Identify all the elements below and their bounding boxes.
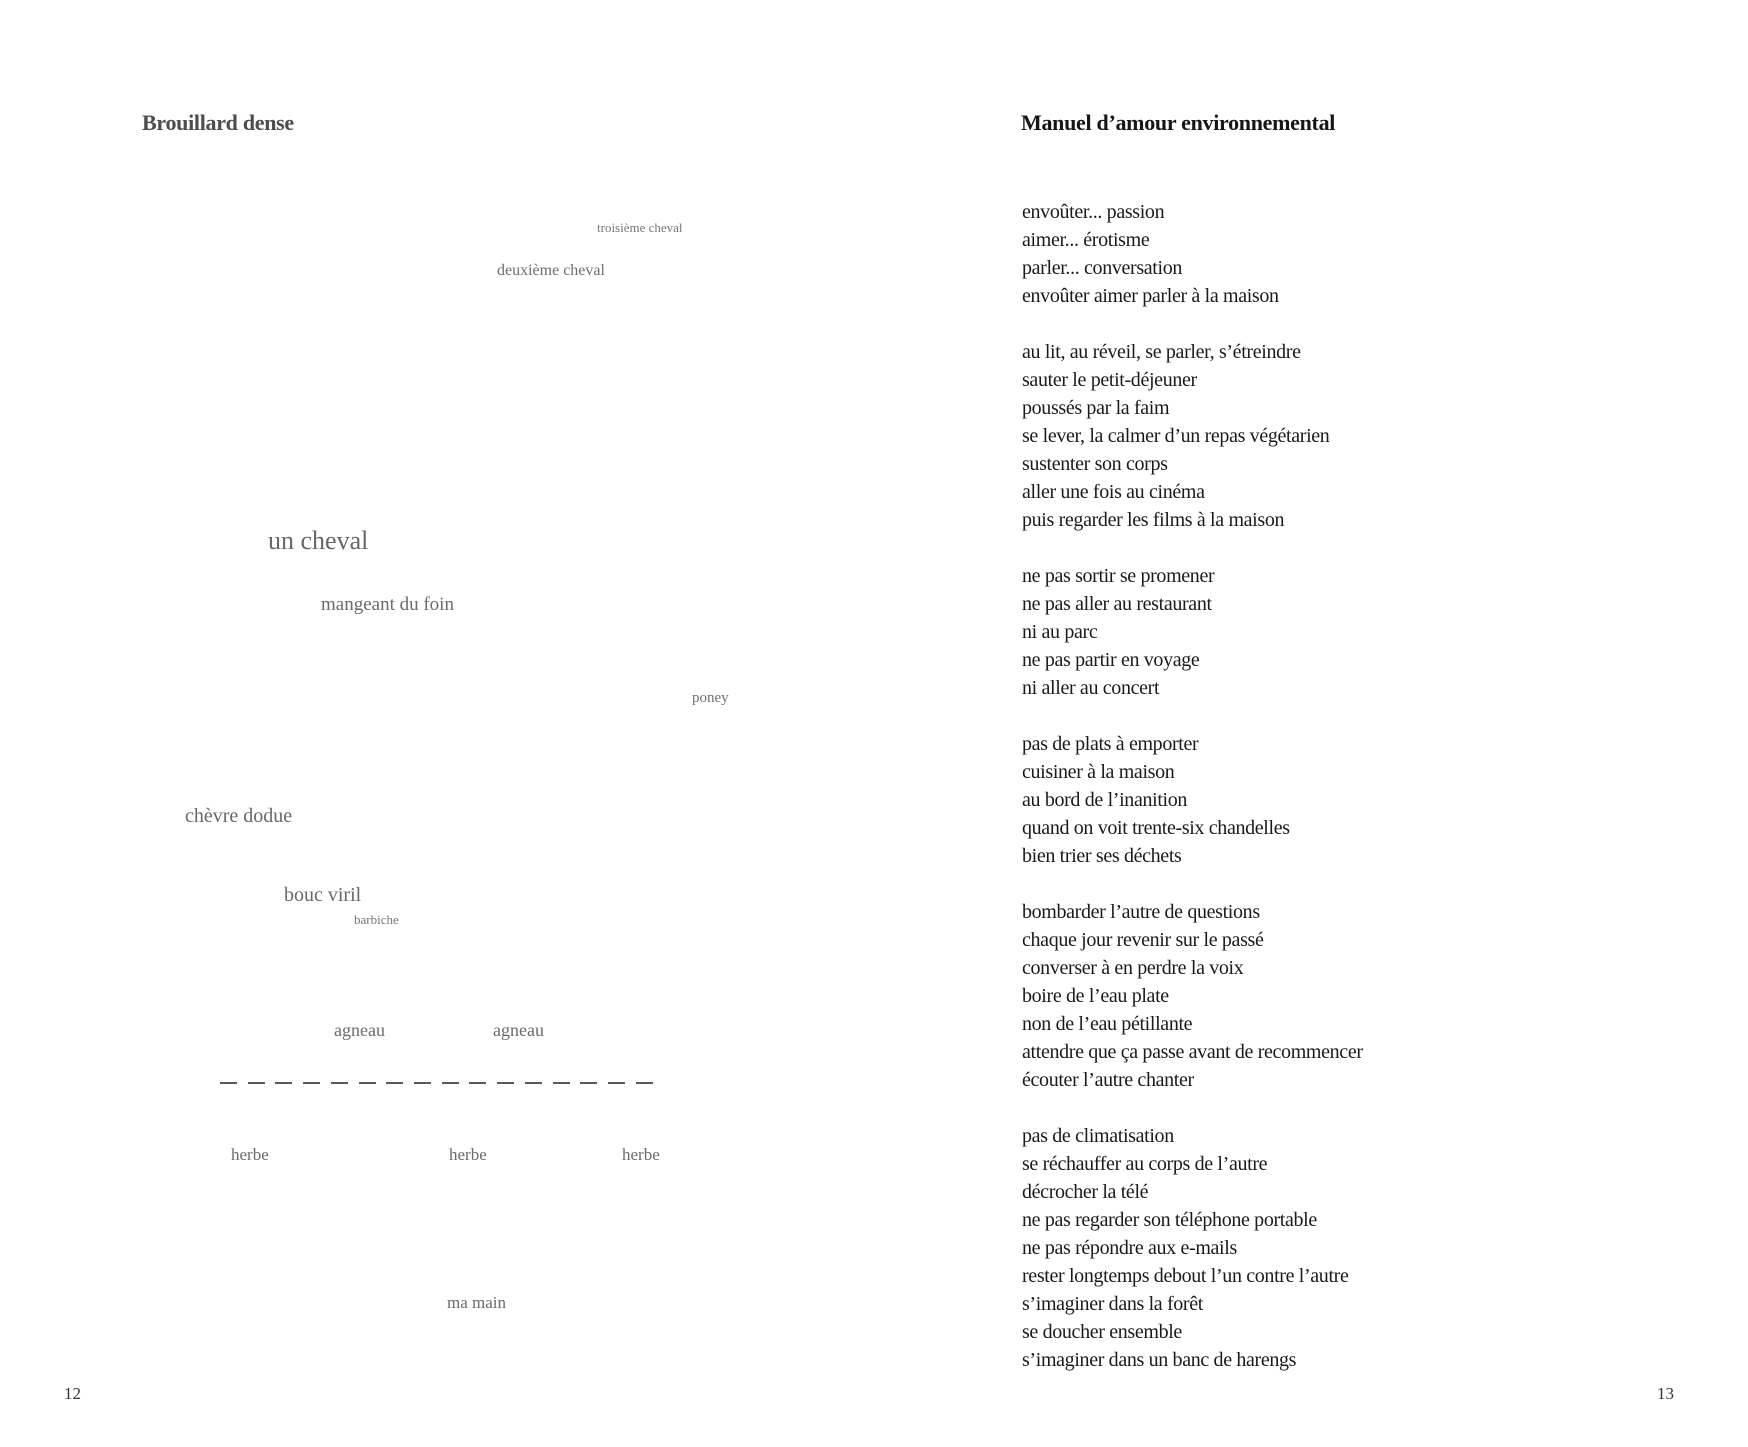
word-poney: poney [692, 690, 729, 706]
poem-line: se doucher ensemble [1022, 1321, 1182, 1343]
poem-line: puis regarder les films à la maison [1022, 509, 1285, 531]
word-un-cheval: un cheval [268, 526, 369, 555]
word-herbe-3: herbe [622, 1145, 660, 1164]
poem-line: s’imaginer dans un banc de harengs [1022, 1349, 1297, 1371]
poem-line: pas de plats à emporter [1022, 733, 1199, 755]
poem-line: pas de climatisation [1022, 1125, 1174, 1147]
poem-line: parler... conversation [1022, 257, 1183, 279]
poem-line: se lever, la calmer d’un repas végétarien [1022, 425, 1330, 447]
poem-line: bombarder l’autre de questions [1022, 901, 1260, 923]
word-bouc-viril: bouc viril [284, 884, 362, 906]
poem-line: envoûter aimer parler à la maison [1022, 285, 1279, 307]
dash-segment [331, 1082, 348, 1084]
word-agneau-2: agneau [493, 1020, 544, 1040]
poem-line: aimer... érotisme [1022, 229, 1150, 251]
stanza-2 [1022, 338, 1582, 534]
poem-line: envoûter... passion [1022, 201, 1165, 223]
poem-line: sustenter son corps [1022, 453, 1168, 475]
poem-line: ne pas aller au restaurant [1022, 593, 1212, 615]
ground-dashed-line [220, 1082, 653, 1084]
dash-segment [497, 1082, 514, 1084]
poem-line: ne pas regarder son téléphone portable [1022, 1209, 1317, 1231]
poem-line: boire de l’eau plate [1022, 985, 1169, 1007]
poem-line: ne pas partir en voyage [1022, 649, 1200, 671]
poem-line: chaque jour revenir sur le passé [1022, 929, 1264, 951]
poem-line: sauter le petit-déjeuner [1022, 369, 1197, 391]
poem-line: au lit, au réveil, se parler, s’étreindre [1022, 341, 1301, 363]
word-agneau-1: agneau [334, 1020, 385, 1040]
word-mangeant-du-foin: mangeant du foin [321, 594, 454, 615]
stanza-3 [1022, 562, 1582, 702]
dash-segment [386, 1082, 403, 1084]
poem-line: aller une fois au cinéma [1022, 481, 1205, 503]
poem-line: ni au parc [1022, 621, 1098, 643]
dash-segment [636, 1082, 653, 1084]
dash-segment [553, 1082, 570, 1084]
dash-segment [580, 1082, 597, 1084]
word-deuxieme-cheval: deuxième cheval [497, 262, 605, 279]
word-ma-main: ma main [447, 1293, 507, 1312]
left-page-title: Brouillard dense [142, 110, 294, 135]
poem-line: attendre que ça passe avant de recommencer [1022, 1041, 1363, 1063]
poem-line: ne pas répondre aux e-mails [1022, 1237, 1237, 1259]
poem-line: bien trier ses déchets [1022, 845, 1182, 867]
dash-segment [525, 1082, 542, 1084]
poem-line: s’imaginer dans la forêt [1022, 1293, 1203, 1315]
right-page-title: Manuel d’amour environnemental [1021, 110, 1336, 135]
poem-line: quand on voit trente-six chandelles [1022, 817, 1290, 839]
poem-body [1022, 198, 1582, 1374]
dash-segment [608, 1082, 625, 1084]
poem-line: au bord de l’inanition [1022, 789, 1188, 811]
poem-line: écouter l’autre chanter [1022, 1069, 1194, 1091]
poem-line: décrocher la télé [1022, 1181, 1149, 1203]
dash-segment [359, 1082, 376, 1084]
stanza-1 [1022, 198, 1582, 310]
poem-line: poussés par la faim [1022, 397, 1170, 419]
poem-line: ni aller au concert [1022, 677, 1160, 699]
dash-segment [469, 1082, 486, 1084]
stanza-6 [1022, 1122, 1582, 1374]
word-barbiche: barbiche [354, 912, 399, 927]
poem-line: converser à en perdre la voix [1022, 957, 1244, 979]
word-chevre-dodue: chèvre dodue [185, 805, 293, 827]
poem-line: se réchauffer au corps de l’autre [1022, 1153, 1268, 1175]
dash-segment [414, 1082, 431, 1084]
dash-segment [442, 1082, 459, 1084]
dash-segment [220, 1082, 237, 1084]
page-number-right: 13 [1657, 1384, 1674, 1403]
poem-line: cuisiner à la maison [1022, 761, 1175, 783]
stanza-5 [1022, 898, 1582, 1094]
poem-line: rester longtemps debout l’un contre l’autre [1022, 1265, 1349, 1287]
dash-segment [303, 1082, 320, 1084]
stanza-4 [1022, 730, 1582, 870]
poem-line: non de l’eau pétillante [1022, 1013, 1193, 1035]
word-herbe-1: herbe [231, 1145, 269, 1164]
poem-line: ne pas sortir se promener [1022, 565, 1215, 587]
word-herbe-2: herbe [449, 1145, 487, 1164]
page-number-left: 12 [64, 1384, 81, 1403]
dash-segment [248, 1082, 265, 1084]
dash-segment [275, 1082, 292, 1084]
word-troisieme-cheval: troisième cheval [597, 220, 683, 235]
